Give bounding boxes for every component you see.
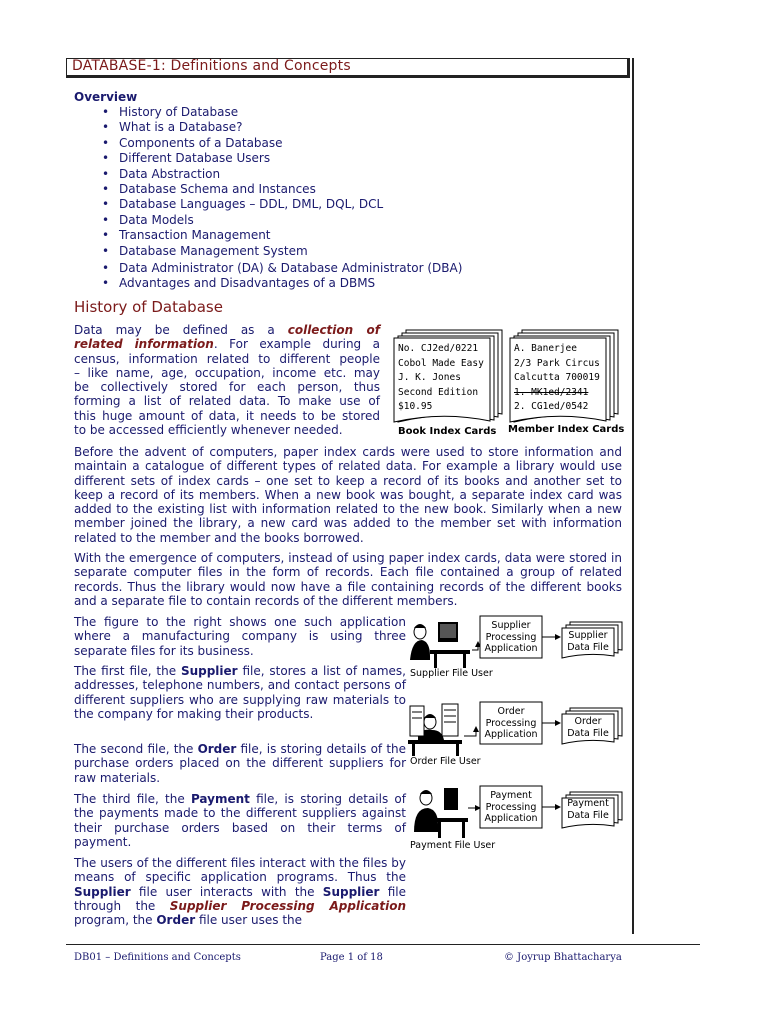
paragraph-computer-files: With the emergence of computers, instead of using paper index cards, data were stored in separate computer files in the form of records. Each file contained a group of related records. Thus the library would now have a file containing records of the different books and a separate file to contain records of the different members. bbox=[74, 551, 622, 608]
list-item: • What is a Database? bbox=[102, 120, 462, 135]
list-item: • Database Management System bbox=[102, 244, 462, 259]
paragraph-supplier-file: The first file, the Supplier file, stores a list of names, addresses, telephone numbers, and contact persons of different suppliers who are supplying raw materials to the company for making their products. bbox=[74, 664, 406, 721]
supplier-user-icon bbox=[410, 622, 470, 668]
list-item: • Transaction Management bbox=[102, 228, 462, 243]
paragraph-figure-intro: The figure to the right shows one such application where a manufacturing company is using three separate files for its business. bbox=[74, 615, 406, 658]
order-app-box: Order Processing Application bbox=[484, 706, 538, 740]
payment-data-file: Payment Data File bbox=[567, 798, 609, 821]
footer-divider bbox=[66, 944, 700, 945]
section-heading: History of Database bbox=[74, 298, 223, 316]
page-title: DATABASE-1: Definitions and Concepts bbox=[72, 58, 351, 74]
payment-app-box: Payment Processing Application bbox=[484, 790, 538, 824]
footer-doc-name: DB01 – Definitions and Concepts bbox=[74, 952, 241, 963]
overview-heading: Overview bbox=[74, 90, 138, 104]
book-card-text: No. CJ2ed/0221 Cobol Made Easy J. K. Jones Second Edition $10.95 bbox=[398, 343, 484, 413]
supplier-data-file: Supplier Data File bbox=[567, 630, 609, 653]
list-item: • Components of a Database bbox=[102, 136, 462, 151]
payment-file-user-label: Payment File User bbox=[410, 840, 496, 851]
footer-page-number: Page 1 of 18 bbox=[320, 952, 383, 963]
paragraph-payment-file: The third file, the Payment file, is storing details of the payments made to the different suppliers against their purchase orders based on their terms of payment. bbox=[74, 792, 406, 849]
order-data-file: Order Data File bbox=[567, 716, 609, 739]
overview-list bbox=[102, 105, 462, 291]
page-border bbox=[632, 58, 634, 934]
paragraph-index-cards: Before the advent of computers, paper index cards were used to store information and maintain a catalogue of different types of related data. For example a library would use different sets of index cards – one set to keep a record of its books and another set to keep a record of its members. When a new book was bought, a separate index card was added to the existing list with information related to the new book. Similarly when a new member joined the library, a new card was added to the member set with information related to the member and the books borrowed. bbox=[74, 445, 622, 545]
paragraph-data-definition: Data may be defined as a collection of related information. For example during a census, information related to different people – like name, age, occupation, income etc. may be collectively stored for each person, thus forming a list of related data. To make use of this huge amount of data, it needs to be stored to be accessed efficiently whenever needed. bbox=[74, 323, 380, 438]
payment-user-icon bbox=[414, 788, 468, 838]
order-user-icon bbox=[408, 704, 462, 756]
member-card-label: Member Index Cards bbox=[508, 424, 625, 435]
order-file-user-label: Order File User bbox=[410, 756, 481, 767]
list-item: • Database Schema and Instances bbox=[102, 182, 462, 197]
footer-copyright: © Joyrup Bhattacharya bbox=[504, 952, 622, 963]
list-item: • History of Database bbox=[102, 105, 462, 120]
paragraph-file-users: The users of the different files interact with the files by means of specific application programs. Thus the Supplier file user interacts with the Supplier file through the Supplier Processing Application program, the Order file user uses the bbox=[74, 856, 407, 928]
list-item: • Advantages and Disadvantages of a DBMS bbox=[102, 276, 462, 291]
supplier-file-user-label: Supplier File User bbox=[410, 668, 493, 679]
supplier-app-box: Supplier Processing Application bbox=[484, 620, 538, 654]
list-item: • Different Database Users bbox=[102, 151, 462, 166]
list-item: • Database Languages – DDL, DML, DQL, DCL bbox=[102, 197, 462, 212]
paragraph-order-file: The second file, the Order file, is storing details of the purchase orders placed on the different suppliers for raw materials. bbox=[74, 742, 407, 785]
list-item: • Data Abstraction bbox=[102, 167, 462, 182]
list-item: • Data Models bbox=[102, 213, 462, 228]
book-card-label: Book Index Cards bbox=[398, 426, 497, 437]
member-card-text: A. Banerjee 2/3 Park Circus Calcutta 700019 1. MK1ed/2341 2. CG1ed/0542 bbox=[514, 343, 600, 413]
list-item: • Data Administrator (DA) & Database Administrator (DBA) bbox=[102, 259, 462, 276]
